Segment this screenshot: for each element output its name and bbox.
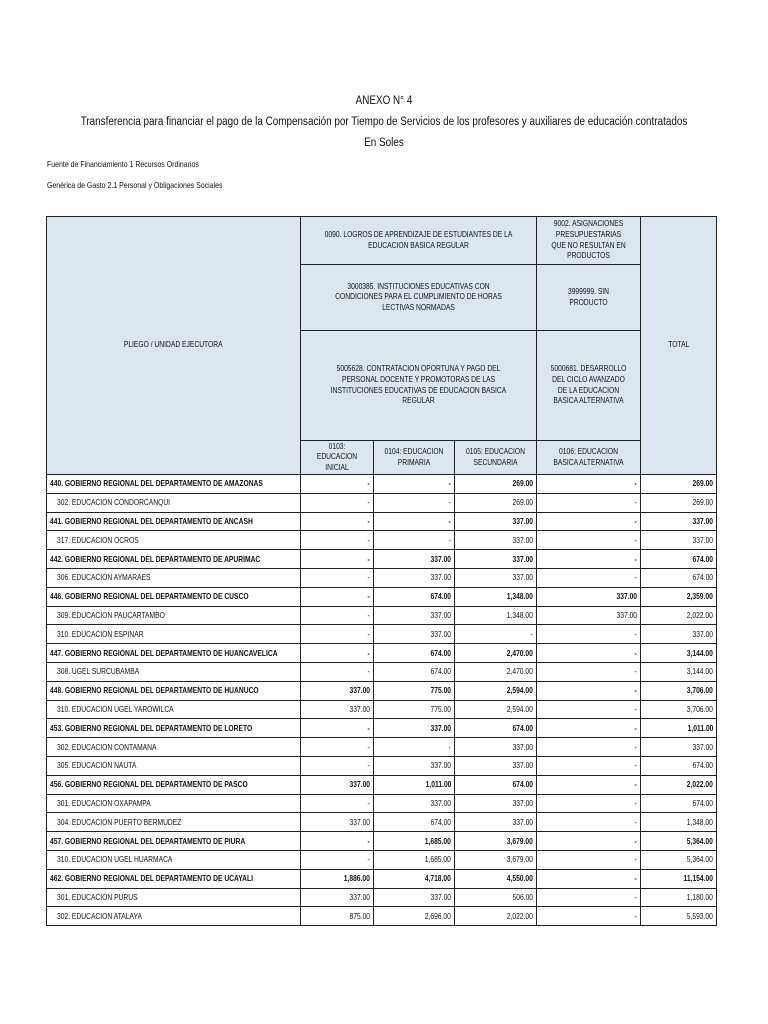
row-name-cell: 447. GOBIERNO REGIONAL DEL DEPARTAMENTO DE HUANCAVELICA — [47, 644, 301, 663]
primaria-cell: 1,685.00 — [374, 850, 455, 869]
secundaria-cell: 337.00 — [455, 738, 537, 757]
secundaria-cell: 506.00 — [455, 888, 537, 907]
primaria-cell: 674.00 — [374, 662, 455, 681]
row-name-cell: 457. GOBIERNO REGIONAL DEL DEPARTAMENTO DE PIURA — [47, 832, 301, 851]
primaria-cell: 337.00 — [374, 756, 455, 775]
header-product-3000385: 3000385. INSTITUCIONES EDUCATIVAS CON CONDICIONES PARA EL CUMPLIMIENTO DE HORAS LECTIVAS NORMADAS — [301, 265, 537, 331]
unidad-row — [47, 606, 717, 625]
inicial-cell: 337.00 — [301, 700, 374, 719]
inicial-cell: - — [301, 644, 374, 663]
primaria-cell: 674.00 — [374, 587, 455, 606]
unidad-row — [47, 531, 717, 550]
unidad-row — [47, 568, 717, 587]
inicial-cell: - — [301, 606, 374, 625]
unidad-row — [47, 662, 717, 681]
pliego-row — [47, 644, 717, 663]
secundaria-cell: 3,679.00 — [455, 850, 537, 869]
secundaria-cell: 3,679.00 — [455, 832, 537, 851]
funding-source: Fuente de Financiamiento 1 Recursos Ordinarios — [47, 159, 199, 169]
primaria-cell: 775.00 — [374, 681, 455, 700]
primaria-cell: 2,696.00 — [374, 907, 455, 926]
primaria-cell: 337.00 — [374, 550, 455, 569]
total-cell: 674.00 — [641, 794, 717, 813]
inicial-cell: - — [301, 738, 374, 757]
unidad-row — [47, 756, 717, 775]
expense-generic: Genérica de Gasto 2.1 Personal y Obligaciones Sociales — [47, 180, 223, 190]
row-name-cell: 310. EDUCACION ESPINAR — [47, 625, 301, 644]
pliego-row — [47, 587, 717, 606]
total-cell: 1,348.00 — [641, 813, 717, 832]
secundaria-cell: 4,550.00 — [455, 869, 537, 888]
inicial-cell: - — [301, 493, 374, 512]
secundaria-cell: 674.00 — [455, 775, 537, 794]
alternativa-cell: - — [537, 493, 641, 512]
header-col-0105: 0105: EDUCACION SECUNDARIA — [455, 441, 537, 475]
total-cell: 3,144.00 — [641, 644, 717, 663]
primaria-cell: 337.00 — [374, 888, 455, 907]
inicial-cell: - — [301, 550, 374, 569]
alternativa-cell: - — [537, 907, 641, 926]
primaria-cell: 1,685.00 — [374, 832, 455, 851]
secundaria-cell: 1,348.00 — [455, 587, 537, 606]
total-cell: 1,011.00 — [641, 719, 717, 738]
header-col-0103: 0103: EDUCACION INICIAL — [301, 441, 374, 475]
total-cell: 674.00 — [641, 550, 717, 569]
pliego-row — [47, 550, 717, 569]
total-cell: 3,706.00 — [641, 681, 717, 700]
header-product-3999999: 3999999. SIN PRODUCTO — [537, 265, 641, 331]
unidad-row — [47, 907, 717, 926]
secundaria-cell: 337.00 — [455, 550, 537, 569]
secundaria-cell: 2,022.00 — [455, 907, 537, 926]
header-col-0106: 0106: EDUCACION BASICA ALTERNATIVA — [537, 441, 641, 475]
header-program-9002: 9002. ASIGNACIONES PRESUPUESTARIAS QUE NO RESULTAN EN PRODUCTOS — [537, 217, 641, 265]
inicial-cell: 337.00 — [301, 888, 374, 907]
alternativa-cell: - — [537, 850, 641, 869]
alternativa-cell: - — [537, 756, 641, 775]
alternativa-cell: 337.00 — [537, 606, 641, 625]
unidad-row — [47, 794, 717, 813]
total-cell: 2,359.00 — [641, 587, 717, 606]
unidad-row — [47, 700, 717, 719]
alternativa-cell: - — [537, 888, 641, 907]
alternativa-cell: - — [537, 662, 641, 681]
row-name-cell: 456. GOBIERNO REGIONAL DEL DEPARTAMENTO DE PASCO — [47, 775, 301, 794]
row-name-cell: 308. UGEL SURCUBAMBA — [47, 662, 301, 681]
secundaria-cell: 337.00 — [455, 813, 537, 832]
inicial-cell: - — [301, 625, 374, 644]
alternativa-cell: 337.00 — [537, 587, 641, 606]
inicial-cell: 337.00 — [301, 813, 374, 832]
pliego-row — [47, 475, 717, 494]
row-name-cell: 310. EDUCACION UGEL YAROWILCA — [47, 700, 301, 719]
total-cell: 5,364.00 — [641, 832, 717, 851]
inicial-cell: - — [301, 531, 374, 550]
row-name-cell: 306. EDUCACION AYMARAES — [47, 568, 301, 587]
header-pliego: PLIEGO / UNIDAD EJECUTORA — [47, 217, 301, 475]
primaria-cell: - — [374, 738, 455, 757]
inicial-cell: 1,886.00 — [301, 869, 374, 888]
secundaria-cell: 674.00 — [455, 719, 537, 738]
row-name-cell: 440. GOBIERNO REGIONAL DEL DEPARTAMENTO DE AMAZONAS — [47, 475, 301, 494]
alternativa-cell: - — [537, 719, 641, 738]
primaria-cell: 775.00 — [374, 700, 455, 719]
primaria-cell: 337.00 — [374, 794, 455, 813]
row-name-cell: 302. EDUCACION CONDORCANQUI — [47, 493, 301, 512]
secundaria-cell: 2,594.00 — [455, 700, 537, 719]
alternativa-cell: - — [537, 794, 641, 813]
header-program-0090: 0090. LOGROS DE APRENDIZAJE DE ESTUDIANTES DE LA EDUCACION BASICA REGULAR — [301, 217, 537, 265]
pliego-row — [47, 681, 717, 700]
alternativa-cell: - — [537, 681, 641, 700]
primaria-cell: 337.00 — [374, 625, 455, 644]
unidad-row — [47, 493, 717, 512]
unidad-row — [47, 813, 717, 832]
total-cell: 337.00 — [641, 531, 717, 550]
primaria-cell: - — [374, 512, 455, 531]
alternativa-cell: - — [537, 644, 641, 663]
total-cell: 3,144.00 — [641, 662, 717, 681]
unidad-row — [47, 850, 717, 869]
secundaria-cell: 2,594.00 — [455, 681, 537, 700]
total-cell: 337.00 — [641, 738, 717, 757]
header-total: TOTAL — [641, 217, 717, 475]
primaria-cell: 1,011.00 — [374, 775, 455, 794]
inicial-cell: - — [301, 756, 374, 775]
total-cell: 269.00 — [641, 475, 717, 494]
row-name-cell: 448. GOBIERNO REGIONAL DEL DEPARTAMENTO DE HUANUCO — [47, 681, 301, 700]
secundaria-cell: 269.00 — [455, 493, 537, 512]
inicial-cell: - — [301, 794, 374, 813]
secundaria-cell: 337.00 — [455, 756, 537, 775]
primaria-cell: 337.00 — [374, 568, 455, 587]
currency-note: En Soles — [364, 137, 404, 149]
inicial-cell: - — [301, 832, 374, 851]
secundaria-cell: 337.00 — [455, 531, 537, 550]
total-cell: 11,154.00 — [641, 869, 717, 888]
total-cell: 337.00 — [641, 625, 717, 644]
header-activity-5005628: 5005628. CONTRATACION OPORTUNA Y PAGO DEL PERSONAL DOCENTE Y PROMOTORAS DE LAS INSTITUCIONES EDUCATIVAS DE EDUCACION BASICA REGULAR — [301, 331, 537, 441]
total-cell: 2,022.00 — [641, 775, 717, 794]
total-cell: 674.00 — [641, 756, 717, 775]
total-cell: 269.00 — [641, 493, 717, 512]
row-name-cell: 305. EDUCACION NAUTA — [47, 756, 301, 775]
alternativa-cell: - — [537, 531, 641, 550]
alternativa-cell: - — [537, 625, 641, 644]
header-col-0104: 0104: EDUCACION PRIMARIA — [374, 441, 455, 475]
row-name-cell: 302. EDUCACION ATALAYA — [47, 907, 301, 926]
row-name-cell: 462. GOBIERNO REGIONAL DEL DEPARTAMENTO DE UCAYALI — [47, 869, 301, 888]
row-name-cell: 304. EDUCACION PUERTO BERMUDEZ — [47, 813, 301, 832]
primaria-cell: 674.00 — [374, 644, 455, 663]
inicial-cell: - — [301, 662, 374, 681]
alternativa-cell: - — [537, 568, 641, 587]
row-name-cell: 310. EDUCACION UGEL HUARMACA — [47, 850, 301, 869]
inicial-cell: - — [301, 475, 374, 494]
primaria-cell: 4,718.00 — [374, 869, 455, 888]
inicial-cell: 875.00 — [301, 907, 374, 926]
unidad-row — [47, 888, 717, 907]
alternativa-cell: - — [537, 700, 641, 719]
alternativa-cell: - — [537, 550, 641, 569]
secundaria-cell: 337.00 — [455, 568, 537, 587]
alternativa-cell: - — [537, 775, 641, 794]
inicial-cell: - — [301, 850, 374, 869]
annex-number: ANEXO N° 4 — [355, 95, 413, 107]
row-name-cell: 301. EDUCACION OXAPAMPA — [47, 794, 301, 813]
row-name-cell: 453. GOBIERNO REGIONAL DEL DEPARTAMENTO DE LORETO — [47, 719, 301, 738]
row-name-cell: 309. EDUCACION PAUCARTAMBO — [47, 606, 301, 625]
unidad-row — [47, 738, 717, 757]
inicial-cell: 337.00 — [301, 775, 374, 794]
alternativa-cell: - — [537, 832, 641, 851]
secundaria-cell: 1,348.00 — [455, 606, 537, 625]
row-name-cell: 442. GOBIERNO REGIONAL DEL DEPARTAMENTO DE APURIMAC — [47, 550, 301, 569]
total-cell: 2,022.00 — [641, 606, 717, 625]
alternativa-cell: - — [537, 475, 641, 494]
secundaria-cell: 269.00 — [455, 475, 537, 494]
alternativa-cell: - — [537, 738, 641, 757]
primaria-cell: - — [374, 475, 455, 494]
inicial-cell: - — [301, 719, 374, 738]
pliego-row — [47, 512, 717, 531]
inicial-cell: - — [301, 512, 374, 531]
alternativa-cell: - — [537, 869, 641, 888]
secundaria-cell: 2,470.00 — [455, 662, 537, 681]
pliego-row — [47, 775, 717, 794]
unidad-row — [47, 625, 717, 644]
total-cell: 674.00 — [641, 568, 717, 587]
secundaria-cell: - — [455, 625, 537, 644]
alternativa-cell: - — [537, 512, 641, 531]
row-name-cell: 317. EDUCACION OCROS — [47, 531, 301, 550]
secundaria-cell: 337.00 — [455, 794, 537, 813]
secundaria-cell: 2,470.00 — [455, 644, 537, 663]
inicial-cell: 337.00 — [301, 681, 374, 700]
row-name-cell: 446. GOBIERNO REGIONAL DEL DEPARTAMENTO DE CUSCO — [47, 587, 301, 606]
total-cell: 5,364.00 — [641, 850, 717, 869]
pliego-row — [47, 869, 717, 888]
total-cell: 3,706.00 — [641, 700, 717, 719]
primaria-cell: 337.00 — [374, 719, 455, 738]
primaria-cell: - — [374, 493, 455, 512]
pliego-row — [47, 832, 717, 851]
total-cell: 337.00 — [641, 512, 717, 531]
document-title: Transferencia para financiar el pago de la Compensación por Tiempo de Servicios de los profesores y auxiliares de educación contratados — [80, 116, 688, 128]
total-cell: 5,593.00 — [641, 907, 717, 926]
total-cell: 1,180.00 — [641, 888, 717, 907]
inicial-cell: - — [301, 568, 374, 587]
row-name-cell: 441. GOBIERNO REGIONAL DEL DEPARTAMENTO DE ANCASH — [47, 512, 301, 531]
pliego-row — [47, 719, 717, 738]
header-activity-5000681: 5000681. DESARROLLO DEL CICLO AVANZADO DE LA EDUCACION BASICA ALTERNATIVA — [537, 331, 641, 441]
primaria-cell: 337.00 — [374, 606, 455, 625]
alternativa-cell: - — [537, 813, 641, 832]
primaria-cell: - — [374, 531, 455, 550]
primaria-cell: 674.00 — [374, 813, 455, 832]
secundaria-cell: 337.00 — [455, 512, 537, 531]
row-name-cell: 301. EDUCACION PURUS — [47, 888, 301, 907]
budget-table — [46, 216, 717, 926]
inicial-cell: - — [301, 587, 374, 606]
row-name-cell: 302. EDUCACION CONTAMANA — [47, 738, 301, 757]
